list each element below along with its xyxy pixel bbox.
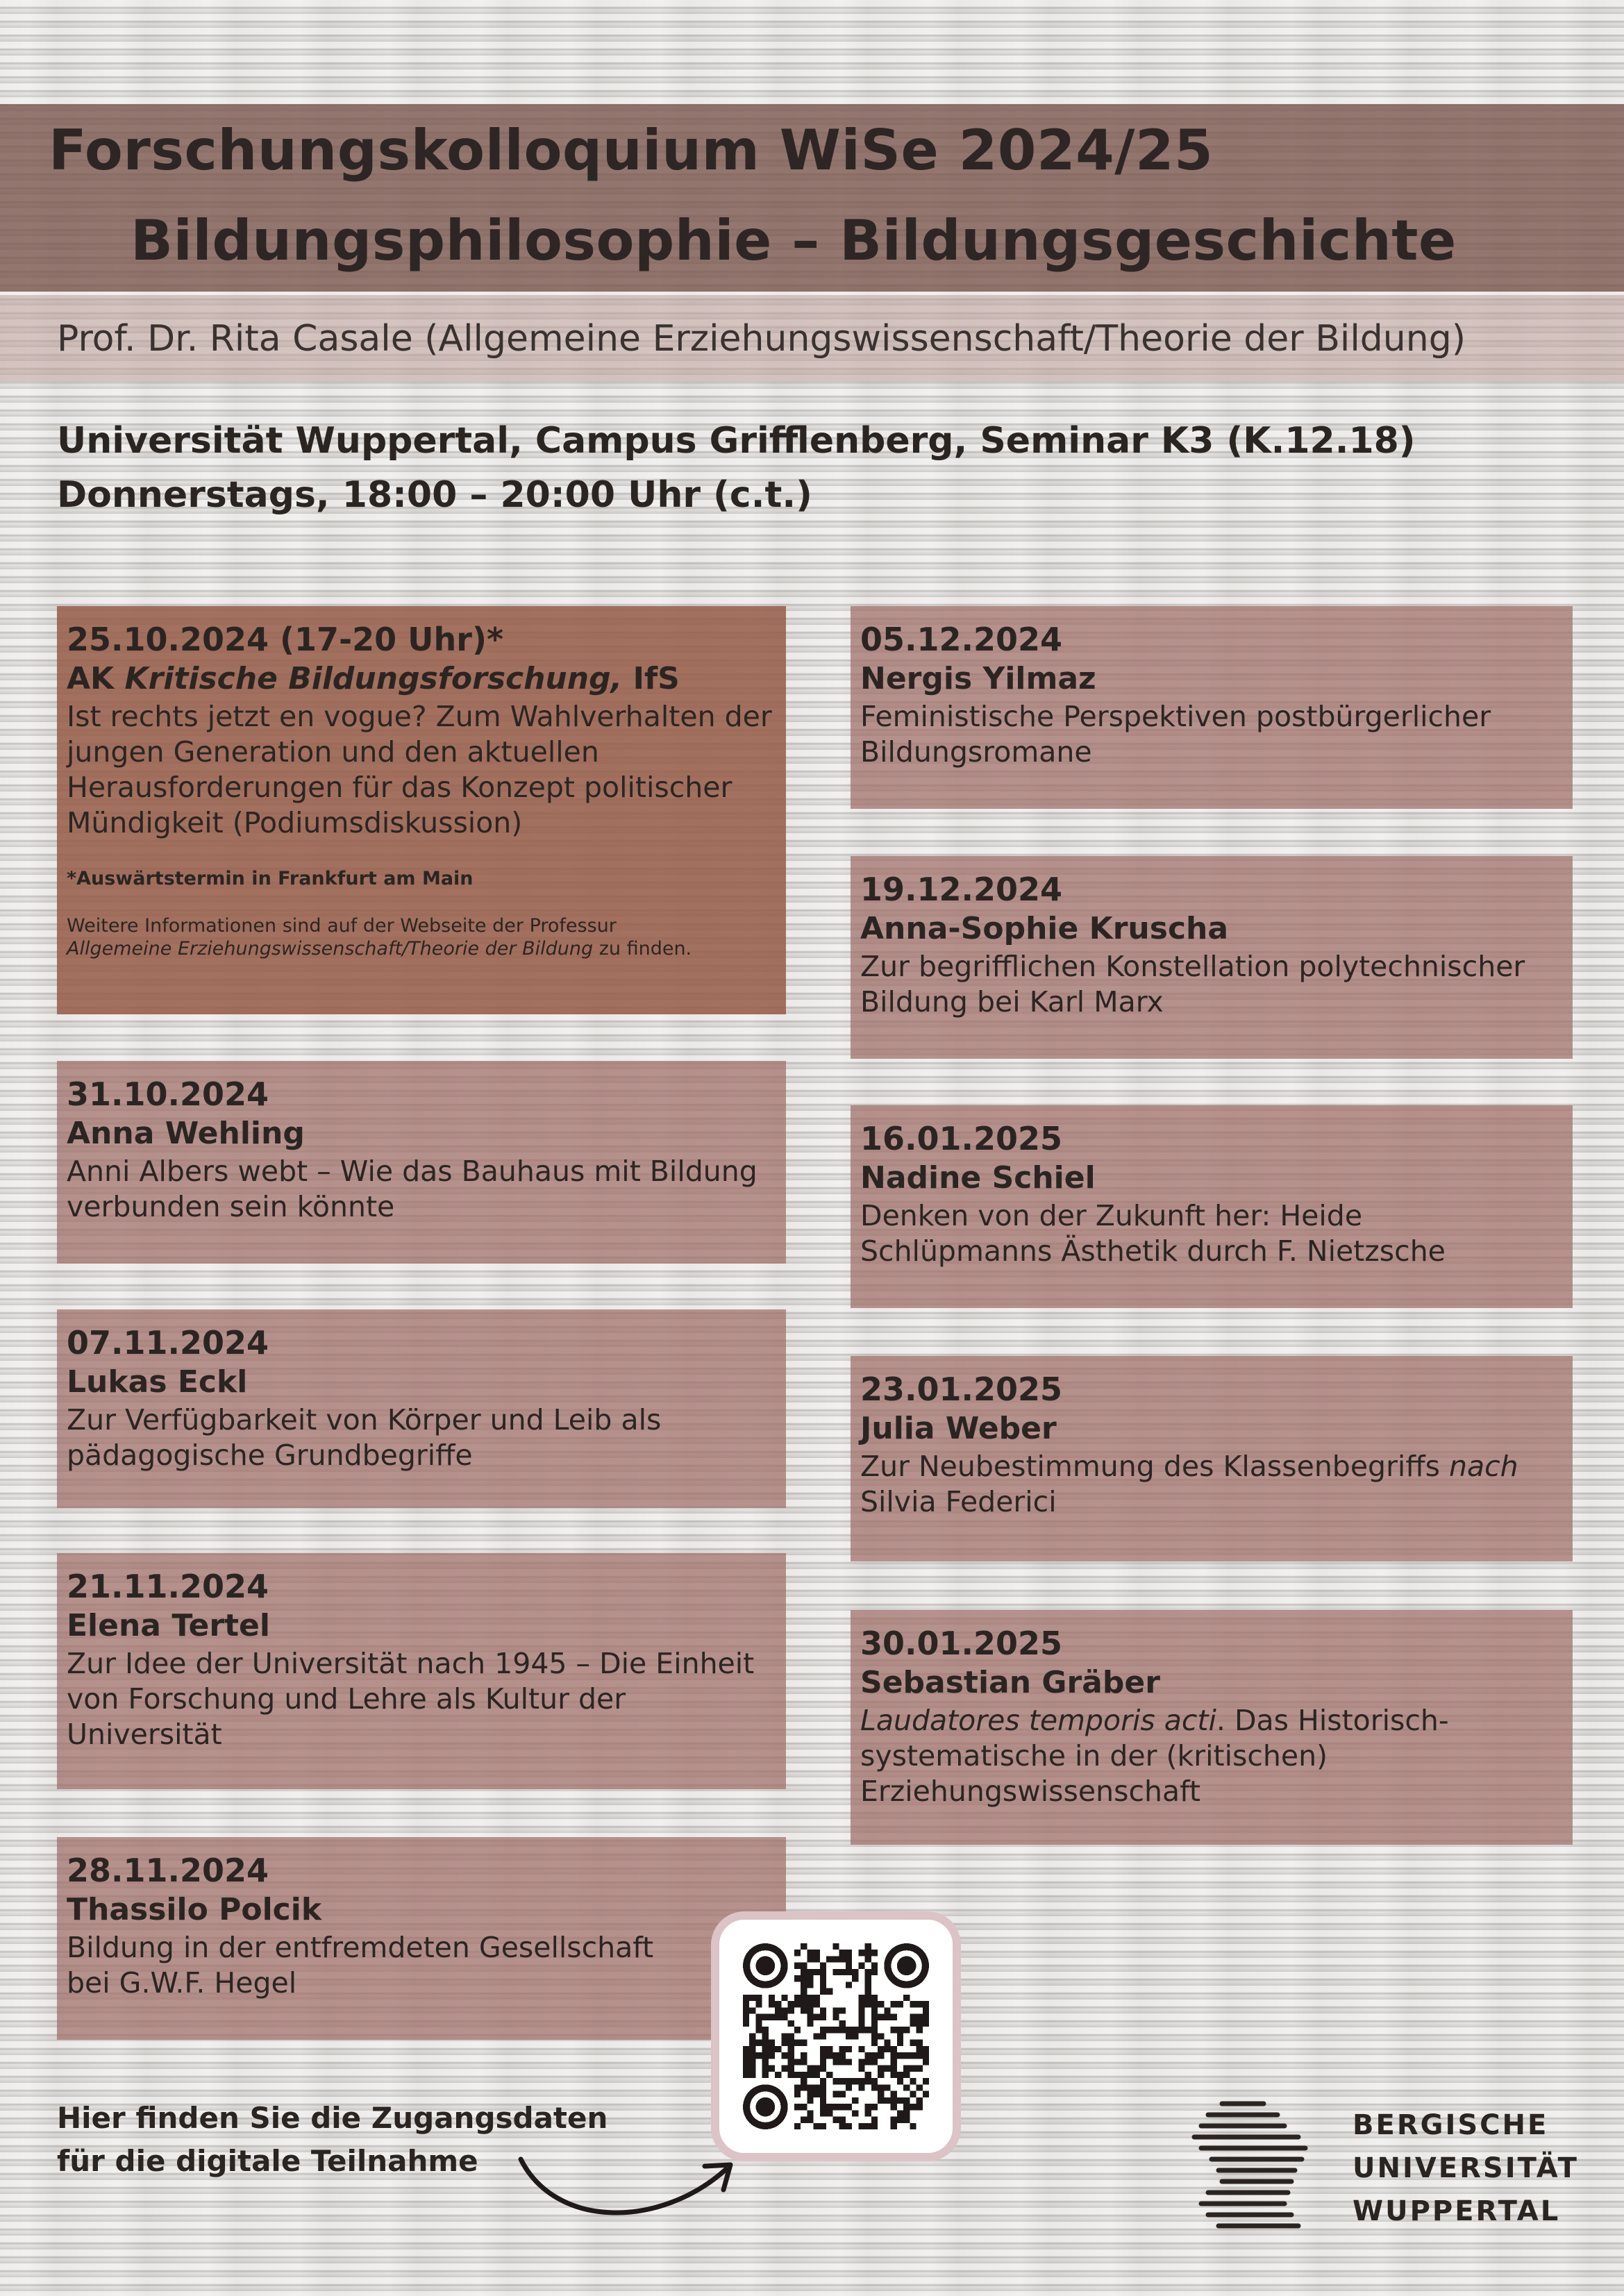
event-card xyxy=(57,1309,786,1508)
event-talk: Zur Verfügbarkeit von Körper und Leib als pädagogische Grundbegriffe xyxy=(67,1403,662,1472)
venue-location: Universität Wuppertal, Campus Grifflenberg, Seminar K3 (K.12.18) xyxy=(57,420,1416,462)
event-date: 07.11.2024 xyxy=(67,1324,269,1361)
event-card-featured xyxy=(57,606,786,1014)
page-subtitle: Prof. Dr. Rita Casale (Allgemeine Erziehungswissenschaft/Theorie der Bildung) xyxy=(57,318,1466,360)
event-talk: Anni Albers webt – Wie das Bauhaus mit Bildung verbunden sein könnte xyxy=(67,1155,757,1223)
event-date: 28.11.2024 xyxy=(67,1852,269,1889)
university-logo-text: BERGISCHE UNIVERSITÄT WUPPERTAL xyxy=(1353,2109,1579,2227)
event-card xyxy=(851,1105,1573,1308)
event-speaker: Elena Tertel xyxy=(67,1608,270,1643)
page-title-line1: Forschungskolloquium WiSe 2024/25 xyxy=(49,118,1214,183)
event-info: Weitere Informationen sind auf der Webseite der Professur Allgemeine Erziehungswissenschaft/Theorie der Bildung zu finden. xyxy=(67,915,692,960)
event-date: 19.12.2024 xyxy=(860,871,1063,908)
event-talk: Denken von der Zukunft her: Heide Schlüpmanns Ästhetik durch F. Nietzsche xyxy=(860,1199,1446,1268)
qr-code[interactable] xyxy=(711,1911,961,2161)
event-date: 23.01.2025 xyxy=(860,1371,1063,1408)
digital-access-caption: Hier finden Sie die Zugangsdaten für die digitale Teilnahme xyxy=(57,2101,608,2178)
venue-time: Donnerstags, 18:00 – 20:00 Uhr (c.t.) xyxy=(57,474,812,516)
page-title-line2: Bildungsphilosophie – Bildungsgeschichte xyxy=(131,208,1457,273)
event-talk: Zur Neubestimmung des Klassenbegriffs nach Silvia Federici xyxy=(860,1450,1518,1518)
event-talk: Feministische Perspektiven postbürgerlicher Bildungsromane xyxy=(860,700,1491,769)
event-date: 31.10.2024 xyxy=(67,1075,269,1113)
event-talk: Bildung in der entfremdeten Gesellschaft bei G.W.F. Hegel xyxy=(67,1931,654,2000)
event-card xyxy=(57,1837,786,2040)
event-speaker: Lukas Eckl xyxy=(67,1364,248,1400)
event-card xyxy=(851,606,1573,809)
event-note: *Auswärtstermin in Frankfurt am Main xyxy=(67,868,474,889)
event-date: 21.11.2024 xyxy=(67,1568,269,1605)
event-talk: Zur Idee der Universität nach 1945 – Die Einheit von Forschung und Lehre als Kultur der Universität xyxy=(67,1647,755,1751)
event-speaker: Anna Wehling xyxy=(67,1116,305,1151)
event-speaker: Nergis Yilmaz xyxy=(860,661,1096,696)
event-date: 25.10.2024 (17-20 Uhr)* xyxy=(67,621,504,658)
event-speaker: Julia Weber xyxy=(860,1411,1057,1446)
event-date: 30.01.2025 xyxy=(860,1625,1063,1662)
event-date: 16.01.2025 xyxy=(860,1120,1063,1157)
event-talk: Ist rechts jetzt en vogue? Zum Wahlverhalten der jungen Generation und den aktuellen Herausforderungen für das Konzept politischer Mündigkeit (Podiumsdiskussion) xyxy=(67,700,772,839)
event-card xyxy=(851,1356,1573,1561)
event-card xyxy=(851,1610,1573,1845)
event-speaker: Anna-Sophie Kruscha xyxy=(860,911,1229,946)
event-card xyxy=(57,1061,786,1264)
event-talk: Laudatores temporis acti. Das Historisch-systematische in der (kritischen) Erziehungswissenschaft xyxy=(860,1704,1449,1808)
event-date: 05.12.2024 xyxy=(860,621,1063,658)
event-talk: Zur begrifflichen Konstellation polytechnischer Bildung bei Karl Marx xyxy=(860,950,1525,1019)
event-speaker: Nadine Schiel xyxy=(860,1160,1096,1196)
event-speaker: Thassilo Polcik xyxy=(67,1892,322,1927)
event-card xyxy=(851,856,1573,1059)
curved-arrow-icon xyxy=(507,2131,743,2222)
qr-code-icon xyxy=(743,1943,929,2129)
event-card xyxy=(57,1553,786,1789)
university-lion-logo-icon xyxy=(1180,2090,1333,2243)
event-speaker: AK Kritische Bildungsforschung, IfS xyxy=(67,661,680,696)
event-speaker: Sebastian Gräber xyxy=(860,1665,1160,1700)
